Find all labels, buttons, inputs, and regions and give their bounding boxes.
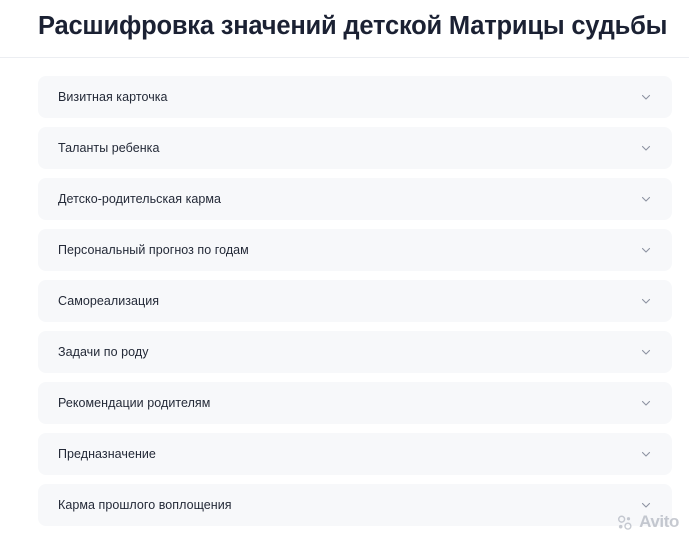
accordion-list (38, 76, 672, 535)
chevron-down-icon[interactable] (640, 448, 652, 460)
chevron-down-icon[interactable] (640, 142, 652, 154)
chevron-down-icon[interactable] (640, 397, 652, 409)
avito-watermark (615, 512, 679, 532)
header-divider (0, 57, 689, 58)
accordion-item-label: Детско-родительская карма (58, 192, 222, 206)
accordion-item-talanty-rebenka[interactable] (38, 127, 672, 169)
accordion-item-label: Персональный прогноз по годам (58, 243, 249, 257)
chevron-down-icon[interactable] (640, 346, 652, 358)
accordion-item-label: Задачи по роду (58, 345, 149, 359)
accordion-item-prednaznachenie[interactable] (38, 433, 672, 475)
accordion-item-label: Таланты ребенка (58, 141, 160, 155)
avito-logo-icon (615, 513, 634, 532)
accordion-item-detsko-roditelskaya-karma[interactable] (38, 178, 672, 220)
accordion-item-karma-proshlogo-voploshcheniya[interactable] (38, 484, 672, 526)
chevron-down-icon[interactable] (640, 244, 652, 256)
chevron-down-icon[interactable] (640, 295, 652, 307)
accordion-item-label: Визитная карточка (58, 90, 168, 104)
accordion-item-label: Рекомендации родителям (58, 396, 211, 410)
accordion-item-samorealizaciya[interactable] (38, 280, 672, 322)
accordion-item-vizitnaya-kartochka[interactable] (38, 76, 672, 118)
accordion-item-rekomendacii-roditelyam[interactable] (38, 382, 672, 424)
avito-watermark-text: Avito (639, 512, 679, 531)
chevron-down-icon[interactable] (640, 193, 652, 205)
accordion-item-label: Самореализация (58, 294, 160, 308)
accordion-item-label: Предназначение (58, 447, 156, 461)
page-title: Расшифровка значений детской Матрицы судьбы (38, 12, 668, 40)
accordion-item-label: Карма прошлого воплощения (58, 498, 232, 512)
chevron-down-icon[interactable] (640, 91, 652, 103)
accordion-item-zadachi-po-rodu[interactable] (38, 331, 672, 373)
chevron-down-icon[interactable] (640, 499, 652, 511)
accordion-item-personalnyy-prognoz-po-godam[interactable] (38, 229, 672, 271)
